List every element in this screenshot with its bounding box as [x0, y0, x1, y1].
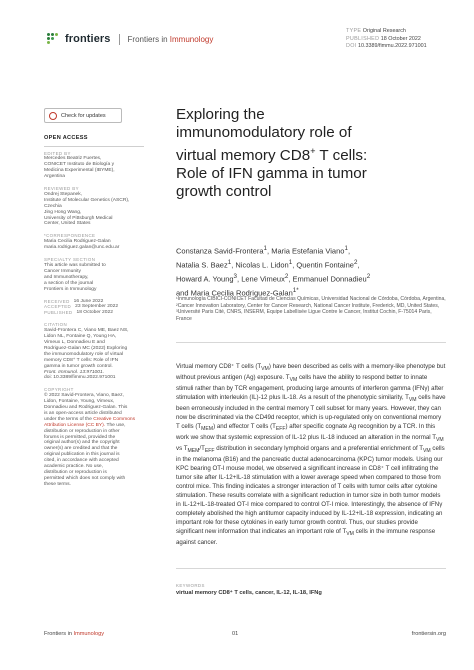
edited-by-line: Mercedes Beatriz Fuertes, [44, 156, 102, 162]
published-key: PUBLISHED [346, 35, 380, 42]
specialty-line: and Immunotherapy, [44, 274, 89, 280]
brand-name: frontiers [65, 33, 111, 45]
abstract: Virtual memory CD8⁺ T cells $(T_{VM})$ have been described as cells with a memory-like phenotype but without previous antigen (Ag) exposure. $T_{VM}$ cells have the ability to respond better to innate stimuli rather than by TCR engagement, producing large amounts of interferon gamma (IFNγ) after stimulation with interleukin (IL)-12 plus IL-18. As a result of the phenotypic similarity, $T_{VM}$ cells have been erroneously included in the central memory T cell subset for many years. However, they can now be discriminated via the CD49d receptor, which is up-regulated only on conventional memory T cells $(T_{MEM})$ and effector T cells $(T_{EFF})$ after specific cognate Ag recognition by a TCR. In this work we show that systemic expression of IL-12 plus IL-18 induced an alteration in the normal $T_{VM}$ vs $T_{MEM}/T_{EFF}$ distribution in secondary lymphoid organs and a preferential enrichment of $T_{VM}$ cells in the melanoma (B16) and the pancreatic ductal adenocarcinoma (KPC) tumor models. Using our KPC bearing OT-I mouse model, we observed a significant increase in CD8⁺ T cell infiltrating the tumor site after IL-12+IL-18 stimulation with a lower average speed when compared to those from control mice. This finding indicates a stronger interaction of T cells with tumor cells after cytokine stimulation. These results correlate with a significant reduction in tumor size in both tumor models in IL-12+IL-18-treated OT-I mice compared to control OT-I mice. Interestingly, the absence of IFNγ completely abolished the high antitumor capacity induced by IL-12+IL-18 expression, indicating an important role for these cytokines in early tumor growth control. Thus, our studies provide significant new information that indicates an important role of $T_{VM}$ cells in the immune response against cancer. [176, 363, 446, 546]
divider [44, 146, 144, 147]
correspondence-name: Maria Cecilia Rodriguez-Galan [44, 239, 111, 245]
copyright-line: distribution or reproduction in other [44, 428, 120, 434]
article-sidebar [44, 136, 144, 494]
correspondence-label: *CORRESPONDENCE [44, 233, 96, 239]
license-link[interactable]: Attribution License (CC BY). [44, 422, 106, 428]
accepted-key: ACCEPTED [44, 304, 72, 310]
footer-site-link[interactable]: frontiersin.org [411, 631, 446, 637]
citation-label: CITATION [44, 322, 68, 328]
reviewed-by-line: Jing Hong Wang, [44, 209, 82, 215]
section-divider [176, 568, 446, 569]
specialty-label: SPECIALTY SECTION [44, 257, 96, 263]
author-name[interactable]: Nicolas L. Lidon [235, 260, 289, 270]
doi-value[interactable]: 10.3389/fimmu.2022.971001 [357, 43, 427, 50]
type-key: TYPE [346, 28, 362, 34]
copyright-line: Lidon, Fontaine, Young, Vimeux, [44, 399, 115, 405]
section-divider [176, 342, 446, 343]
copyright-line: owner(s) are credited and that the [44, 446, 118, 452]
copyright-label: COPYRIGHT [44, 387, 74, 393]
edited-by-line: Argentina [44, 174, 65, 180]
copyright-line: original author(s) and the copyright [44, 440, 120, 446]
copyright-line: distribution or reproduction is [44, 470, 107, 475]
copyright-line: Attribution License (CC BY). The use, [44, 422, 126, 428]
article-meta [346, 28, 427, 51]
copyright-line: is an open-access article distributed [44, 410, 122, 416]
doi-key: DOI [346, 43, 357, 50]
specialty-line: This article was submitted to [44, 263, 106, 268]
copyright-section [44, 387, 144, 487]
footer-journal: Frontiers in Immunology [44, 631, 104, 637]
accepted-value: 23 September 2022 [75, 304, 119, 310]
edited-by-section [44, 151, 144, 181]
received-key: RECEIVED [44, 298, 70, 304]
citation-line: memory CD8⁺ T cells: Role of IFN [44, 357, 119, 363]
edited-by-line: Medicina Experimental (IBYME), [44, 168, 115, 174]
author-name[interactable]: Constanza Savid-Frontera [176, 246, 264, 256]
type-value: Original Research [362, 28, 406, 34]
copyright-line: forums is permitted, provided the [44, 434, 116, 440]
author-name[interactable]: Howard A. Young [176, 274, 234, 284]
license-link[interactable]: Creative Commons [93, 416, 136, 422]
author-name[interactable]: Quentin Fontaine [296, 260, 354, 270]
keywords-list: virtual memory CD8⁺ T cells, cancer, IL-12, IL-18, IFNg [176, 590, 322, 596]
edited-by-label: EDITED BY [44, 150, 71, 156]
correspondence-section [44, 233, 144, 251]
author-name[interactable]: Natalia S. Baez [176, 260, 228, 270]
author-name[interactable]: Lene Vimeux [241, 274, 285, 284]
published-key: PUBLISHED [44, 310, 73, 316]
citation-line: Lidon NL, Fontaine Q, Young HA, [44, 334, 117, 340]
reviewed-by-line: Ondrej Stepanek, [44, 191, 83, 197]
copyright-line: cited, in accordance with accepted [44, 458, 119, 464]
article-title: Exploring the immunomodulatory role of virtual memory CD8+ T cells: Role of IFN gamma in tumor growth control [176, 106, 368, 201]
citation-line: Rodriguez-Galan MC (2022) Exploring [44, 345, 128, 351]
copyright-line: © 2022 Savid-Frontera, Viano, Baez, [44, 393, 124, 399]
copyright-line: these terms. [44, 481, 71, 487]
reviewed-by-line: Institute of Molecular Genetics (ASCR), [44, 197, 130, 203]
frontiers-logo-icon [47, 33, 59, 45]
published-value: 18 October 2022 [380, 35, 421, 42]
affiliations: ¹Inmunología CIBICI-CONICET Facultad de Ciencias Químicas, Universidad Nacional de Córdoba, Córdoba, Argentina, ²Cancer Innovation Laboratory, Center for Cancer Research, National Cancer Institute, Frederick, MD, United States, ³Université Paris Cité, CNRS, INSERM, Equipe Labellisée Ligue Contre le Cancer, Institut Cochin, F-75014 Paris, France [176, 296, 446, 322]
correspondence-email[interactable]: maria.rodriguez.galan@unc.edu.ar [44, 245, 120, 251]
check-for-updates-button[interactable] [44, 108, 122, 123]
copyright-line: academic practice. No use, [44, 464, 103, 470]
open-access-label: OPEN ACCESS [44, 135, 88, 141]
received-value: 16 June 2022 [73, 298, 104, 304]
check-for-updates-label: Check for updates [61, 112, 106, 119]
logo-divider [119, 34, 120, 45]
edited-by-line: CONICET Instituto de Biología y [44, 162, 115, 168]
specialty-section [44, 257, 144, 292]
citation-line: doi: 10.3389/fimmu.2022.971001 [44, 375, 116, 381]
author-name[interactable]: Maria Estefania Viano [271, 246, 345, 256]
journal-logo[interactable] [47, 33, 213, 45]
reviewed-by-line: University of Pittsburgh Medical [44, 215, 113, 221]
specialty-line: Frontiers in Immunology [44, 286, 97, 292]
citation-line: Front. Immunol. 13:971001. [44, 369, 105, 375]
published-value: 18 October 2022 [76, 310, 113, 316]
specialty-line: Cancer Immunity [44, 268, 81, 274]
specialty-line: a section of the journal [44, 280, 94, 286]
keywords-label: KEYWORDS [176, 583, 205, 588]
copyright-line: under the terms of the Creative Commons [44, 416, 136, 422]
citation-line: the immunomodulatory role of virtual [44, 351, 124, 357]
reviewed-by-line: Center, United States [44, 221, 91, 227]
dates-section [44, 299, 144, 317]
page-number: 01 [232, 631, 239, 637]
update-check-icon [49, 112, 57, 120]
reviewed-by-line: Czechia [44, 203, 62, 209]
reviewed-by-section [44, 186, 144, 227]
citation-line: Vimeux L, Donnadieu E and [44, 339, 105, 345]
reviewed-by-label: REVIEWED BY [44, 186, 79, 192]
copyright-line: permitted which does not comply with [44, 475, 126, 481]
author-name[interactable]: Maria Cecilia Rodriguez-Galan [190, 288, 293, 298]
citation-line: Savid-Frontera C, Viano ME, Baez NS, [44, 328, 129, 334]
copyright-line: original publication in this journal is [44, 452, 120, 458]
keywords [176, 583, 322, 596]
author-name[interactable]: Emmanuel Donnadieu [292, 274, 367, 284]
citation-section [44, 322, 144, 381]
author-list: Constanza Savid-Frontera$^1$, Maria Estefania Viano$^1$, Natalia S. Baez$^1$, Nicolas L. Lidon$^1$, Quentin Fontaine$^2$, Howard A. Young$^3$, Lene Vimeux$^2$, Emmanuel Donnadieu$^2$ and Maria Cecilia Rodriguez-Galan$^{1*}$ [176, 245, 371, 298]
copyright-line: Donnadieu and Rodriguez-Galan. This [44, 405, 128, 411]
citation-line: gamma in tumor growth control. [44, 363, 113, 369]
journal-name: Frontiers in Immunology [127, 34, 214, 44]
